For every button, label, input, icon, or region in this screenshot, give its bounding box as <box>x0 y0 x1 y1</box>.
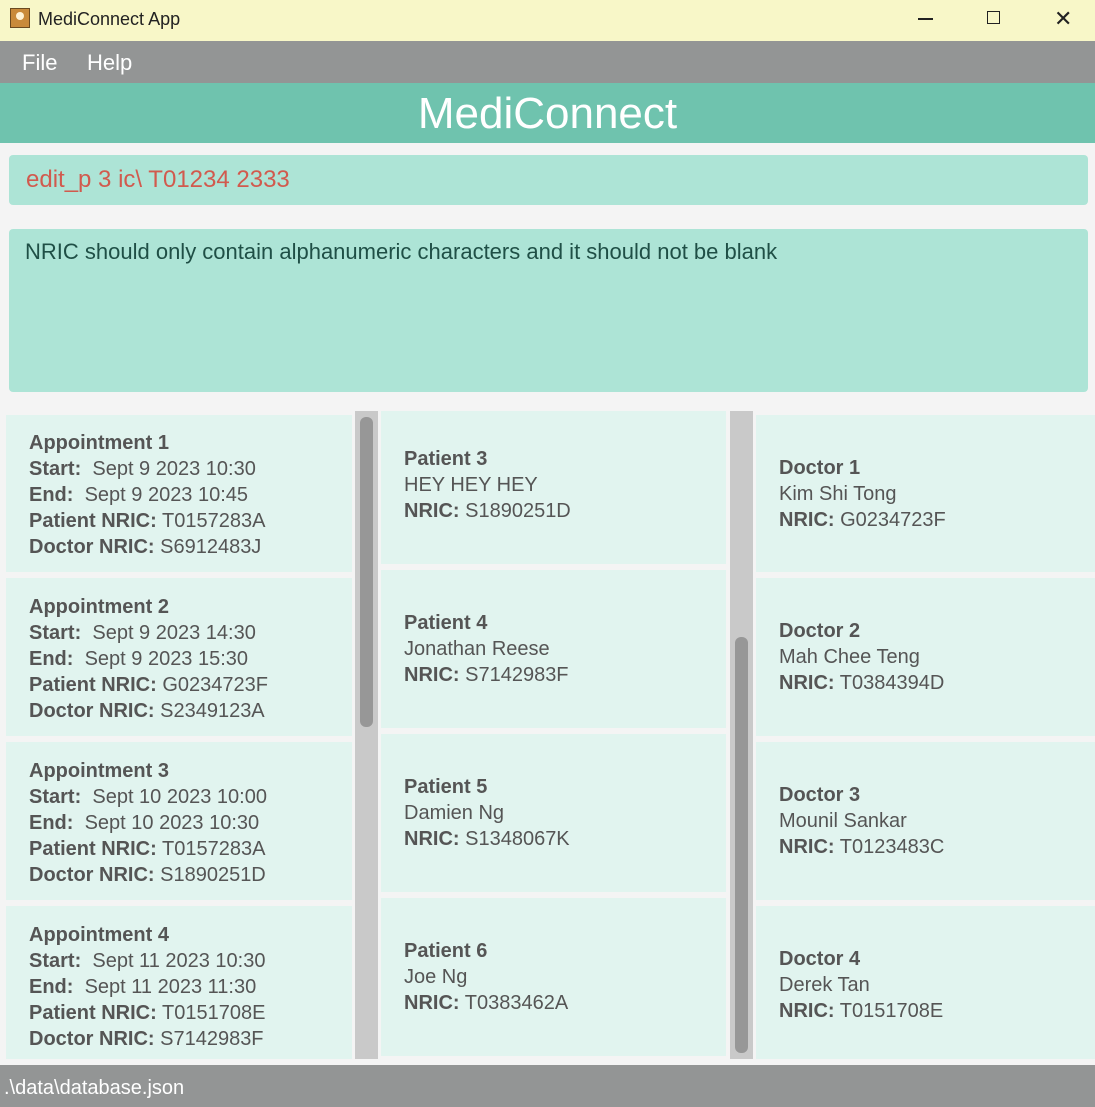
header-title: MediConnect <box>417 89 678 138</box>
menu-bar <box>0 41 1095 83</box>
nric-label: NRIC: <box>404 500 460 522</box>
doctor-title: Doctor 3 <box>779 784 861 806</box>
end-label: End: <box>29 648 74 670</box>
close-button[interactable] <box>1030 0 1095 38</box>
appointment-patient-nric: T0151708E <box>162 1002 266 1024</box>
nric-label: NRIC: <box>404 828 460 850</box>
start-label: Start: <box>29 786 82 808</box>
appointment-start: Sept 9 2023 14:30 <box>92 622 256 644</box>
appointment-patient-nric: T0157283A <box>162 510 266 532</box>
appointment-card[interactable] <box>6 415 352 572</box>
appointment-patient-nric: G0234723F <box>162 674 268 696</box>
close-icon: ✕ <box>1054 6 1073 31</box>
doctor-card[interactable] <box>756 906 1095 1059</box>
appointment-start: Sept 11 2023 10:30 <box>92 950 266 972</box>
doctor-nric: T0123483C <box>839 836 945 858</box>
patient-nric: S1348067K <box>465 828 570 850</box>
end-label: End: <box>29 812 74 834</box>
doctor-card[interactable] <box>756 578 1095 736</box>
doctor-name: Derek Tan <box>779 974 870 996</box>
appointment-doctor-nric: S7142983F <box>160 1028 264 1050</box>
doctor-card[interactable] <box>756 415 1095 572</box>
doctor-card[interactable] <box>756 742 1095 900</box>
appointment-end: Sept 10 2023 10:30 <box>84 812 260 834</box>
minimize-icon <box>918 18 933 20</box>
appointment-scrollbar[interactable] <box>355 411 378 1059</box>
doctor-title: Doctor 4 <box>779 948 861 970</box>
doctor-name: Mah Chee Teng <box>779 646 920 668</box>
doctor-title: Doctor 1 <box>779 457 861 479</box>
appointment-end: Sept 9 2023 10:45 <box>84 484 249 506</box>
nric-label: NRIC: <box>404 664 460 686</box>
menu-help[interactable]: Help <box>87 50 133 75</box>
appointment-title: Appointment 4 <box>29 924 169 946</box>
patient-title: Patient 3 <box>404 448 488 470</box>
nric-label: NRIC: <box>779 509 835 531</box>
save-location: .\data\database.json <box>4 1077 185 1099</box>
appointment-end: Sept 11 2023 11:30 <box>84 976 257 998</box>
doctor-name: Mounil Sankar <box>779 810 907 832</box>
doctor-nric-label: Doctor NRIC: <box>29 700 155 722</box>
doctor-nric: G0234723F <box>840 509 946 531</box>
appointment-doctor-nric: S2349123A <box>160 700 265 722</box>
appointment-card[interactable] <box>6 578 352 736</box>
start-label: Start: <box>29 458 82 480</box>
nric-label: NRIC: <box>779 1000 835 1022</box>
nric-label: NRIC: <box>779 836 835 858</box>
doctor-nric-label: Doctor NRIC: <box>29 864 155 886</box>
start-label: Start: <box>29 622 82 644</box>
result-display: NRIC should only contain alphanumeric characters and it should not be blank <box>9 229 1088 392</box>
appointment-title: Appointment 1 <box>29 432 169 454</box>
doctor-nric: T0384394D <box>839 672 945 694</box>
end-label: End: <box>29 976 74 998</box>
address-book-icon <box>10 8 30 28</box>
patient-card[interactable] <box>381 898 726 1056</box>
start-label: Start: <box>29 950 82 972</box>
status-bar <box>0 1065 1095 1107</box>
appointment-start: Sept 10 2023 10:00 <box>92 786 267 808</box>
appointment-patient-nric: T0157283A <box>162 838 266 860</box>
nric-label: NRIC: <box>404 992 460 1014</box>
end-label: End: <box>29 484 74 506</box>
patient-title: Patient 4 <box>404 612 488 634</box>
patient-name: Damien Ng <box>404 802 505 824</box>
patient-nric-label: Patient NRIC: <box>29 1002 157 1024</box>
patient-nric: S1890251D <box>465 500 571 522</box>
patient-nric-label: Patient NRIC: <box>29 674 157 696</box>
title-bar <box>0 0 1095 41</box>
doctor-title: Doctor 2 <box>779 620 861 642</box>
patient-card[interactable] <box>381 411 726 564</box>
patient-scrollbar[interactable] <box>730 411 753 1059</box>
maximize-button[interactable] <box>959 0 1029 38</box>
maximize-icon <box>987 11 1000 24</box>
appointment-start: Sept 9 2023 10:30 <box>92 458 256 480</box>
patient-card[interactable] <box>381 734 726 892</box>
patient-nric: S7142983F <box>465 664 569 686</box>
patient-name: HEY HEY HEY <box>404 474 538 496</box>
patient-name: Jonathan Reese <box>404 638 550 660</box>
appointment-end: Sept 9 2023 15:30 <box>84 648 249 670</box>
patient-nric-label: Patient NRIC: <box>29 838 157 860</box>
doctor-nric-label: Doctor NRIC: <box>29 1028 155 1050</box>
appointment-doctor-nric: S1890251D <box>160 864 266 886</box>
patient-nric: T0383462A <box>464 992 569 1014</box>
appointment-card[interactable] <box>6 906 352 1059</box>
appointment-title: Appointment 2 <box>29 596 169 618</box>
window-title: MediConnect App <box>38 9 181 29</box>
appointment-card[interactable] <box>6 742 352 900</box>
doctor-nric-label: Doctor NRIC: <box>29 536 155 558</box>
app-header <box>0 83 1095 143</box>
doctor-name: Kim Shi Tong <box>779 483 897 505</box>
appointment-doctor-nric: S6912483J <box>160 536 262 558</box>
appointment-title: Appointment 3 <box>29 760 169 782</box>
minimize-button[interactable] <box>890 0 960 38</box>
patient-scrollbar-thumb[interactable] <box>735 637 748 1053</box>
patient-name: Joe Ng <box>404 966 468 988</box>
appointment-scrollbar-thumb[interactable] <box>360 417 373 727</box>
patient-title: Patient 6 <box>404 940 488 962</box>
patient-nric-label: Patient NRIC: <box>29 510 157 532</box>
patient-title: Patient 5 <box>404 776 488 798</box>
command-input[interactable]: edit_p 3 ic\ T01234 2333 <box>9 155 1088 205</box>
doctor-nric: T0151708E <box>839 1000 944 1022</box>
patient-card[interactable] <box>381 570 726 728</box>
nric-label: NRIC: <box>779 672 835 694</box>
menu-file[interactable]: File <box>22 50 58 75</box>
